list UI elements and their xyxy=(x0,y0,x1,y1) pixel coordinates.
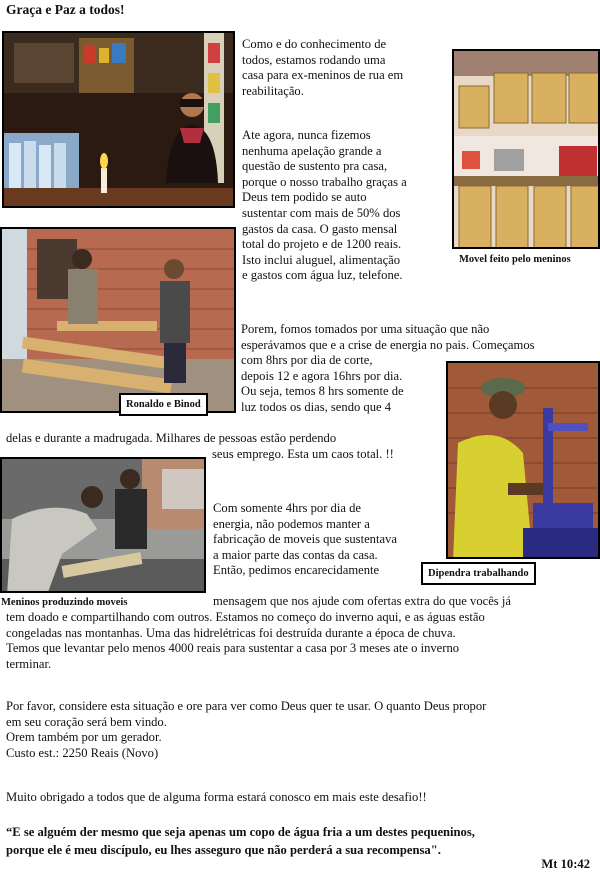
text-line-wide: delas e durante a madrugada. Milhares de pessoas estão perdendo xyxy=(6,431,337,445)
text-line: todos, estamos rodando uma xyxy=(242,52,386,67)
text-line: e gastos com água luz, telefone. xyxy=(242,268,403,283)
text-line: Então, pedimos encarecidamente xyxy=(213,563,380,578)
thanks-line: Muito obrigado a todos que de alguma forma estará conosco em mais este desafio!! xyxy=(6,790,427,804)
text-line: porque o nosso trabalho graças a xyxy=(242,174,407,189)
photo-dipendra-image xyxy=(448,363,600,559)
text-line: esperávamos que e a crise de energia no pais. Começamos xyxy=(241,337,535,352)
intro-paragraph xyxy=(242,37,403,99)
text-line: reabilitação. xyxy=(242,83,304,98)
winter-paragraph xyxy=(6,610,485,672)
text-line: fabricação de moveis que sustentava xyxy=(213,532,397,547)
text-line: total do projeto e de 1200 reais. xyxy=(242,237,402,252)
photo-ronaldo-binod xyxy=(0,227,236,413)
text-line: gastos da casa. O gasto mensal xyxy=(242,221,398,236)
request-paragraph xyxy=(6,699,486,761)
caption-boys: Meninos produzindo moveis xyxy=(1,597,128,608)
text-line: Temos que levantar pelo menos 4000 reais para sustentar a casa por 3 meses ate o inverno xyxy=(6,641,460,656)
text-line: Ate agora, nunca fizemos xyxy=(242,128,371,142)
text-line: com 8hrs por dia de corte, xyxy=(241,353,373,368)
text-line: Como e do conhecimento de xyxy=(242,37,387,51)
quote-line: “E se alguém der mesmo que seja apenas um copo de água fria a um destes pequeninos, xyxy=(6,825,475,839)
caption-ronaldo: Ronaldo e Binod xyxy=(119,393,208,416)
text-line: Deus tem podido se auto xyxy=(242,190,367,205)
text-line: depois 12 e agora 16hrs por dia. xyxy=(241,368,403,383)
text-line: Ou seja, temos 8 hrs somente de xyxy=(241,384,404,399)
photo-boys-working xyxy=(0,457,206,593)
text-line: Porem, fomos tomados por uma situação que não xyxy=(241,322,490,336)
text-line: energia, não podemos manter a xyxy=(213,516,370,531)
text-line: luz todos os dias, sendo que 4 xyxy=(241,399,392,414)
bible-reference: Mt 10:42 xyxy=(541,857,590,871)
text-line: Com somente 4hrs por dia de xyxy=(213,501,361,515)
photo-boys-image xyxy=(2,459,206,593)
text-line-wide: mensagem que nos ajude com ofertas extra do que vocês já xyxy=(213,594,511,608)
text-line: Isto inclui aluguel, alimentação xyxy=(242,252,401,267)
greeting: Graça e Paz a todos! xyxy=(6,2,125,17)
photo-shop-candle-image xyxy=(4,33,235,208)
text-line: sustentar com mais de 50% dos xyxy=(242,205,401,220)
text-line: Orem também por um gerador. xyxy=(6,730,162,745)
sustain-paragraph xyxy=(242,128,407,284)
text-line: terminar. xyxy=(6,656,52,671)
text-line: Por favor, considere esta situação e ore para ver como Deus quer te usar. O quanto Deus propor xyxy=(6,699,487,713)
photo-kitchen-image xyxy=(454,51,600,249)
caption-furniture: Movel feito pelo meninos xyxy=(459,254,571,265)
text-line: casa para ex-meninos de rua em xyxy=(242,68,404,83)
caption-dipendra: Dipendra trabalhando xyxy=(421,562,536,585)
photo-shop-candle xyxy=(2,31,235,208)
bible-quote xyxy=(6,823,475,859)
photo-kitchen-furniture xyxy=(452,49,600,249)
text-line: questão de sustento pra casa, xyxy=(242,159,388,174)
text-line: congeladas nas montanhas. Uma das hidrelétricas foi destruída durante a época de chuva. xyxy=(6,625,456,640)
text-line-wide: seus emprego. Esta um caos total. !! xyxy=(212,447,394,461)
photo-ronaldo-image xyxy=(2,229,236,413)
photo-dipendra xyxy=(446,361,600,559)
text-line: em seu coração será bem vindo. xyxy=(6,714,167,729)
text-line: tem doado e compartilhando com outros. Estamos no começo do inverno aqui, e as águas estão xyxy=(6,610,485,624)
text-line: nenhuma apelação grande a xyxy=(242,143,382,158)
energy-paragraph xyxy=(213,501,397,579)
text-line: a maior parte das contas da casa. xyxy=(213,547,378,562)
text-line: Custo est.: 2250 Reais (Novo) xyxy=(6,745,159,760)
quote-line: porque ele é meu discípulo, eu lhes asseguro que não perderá a sua recompensa". xyxy=(6,843,441,857)
